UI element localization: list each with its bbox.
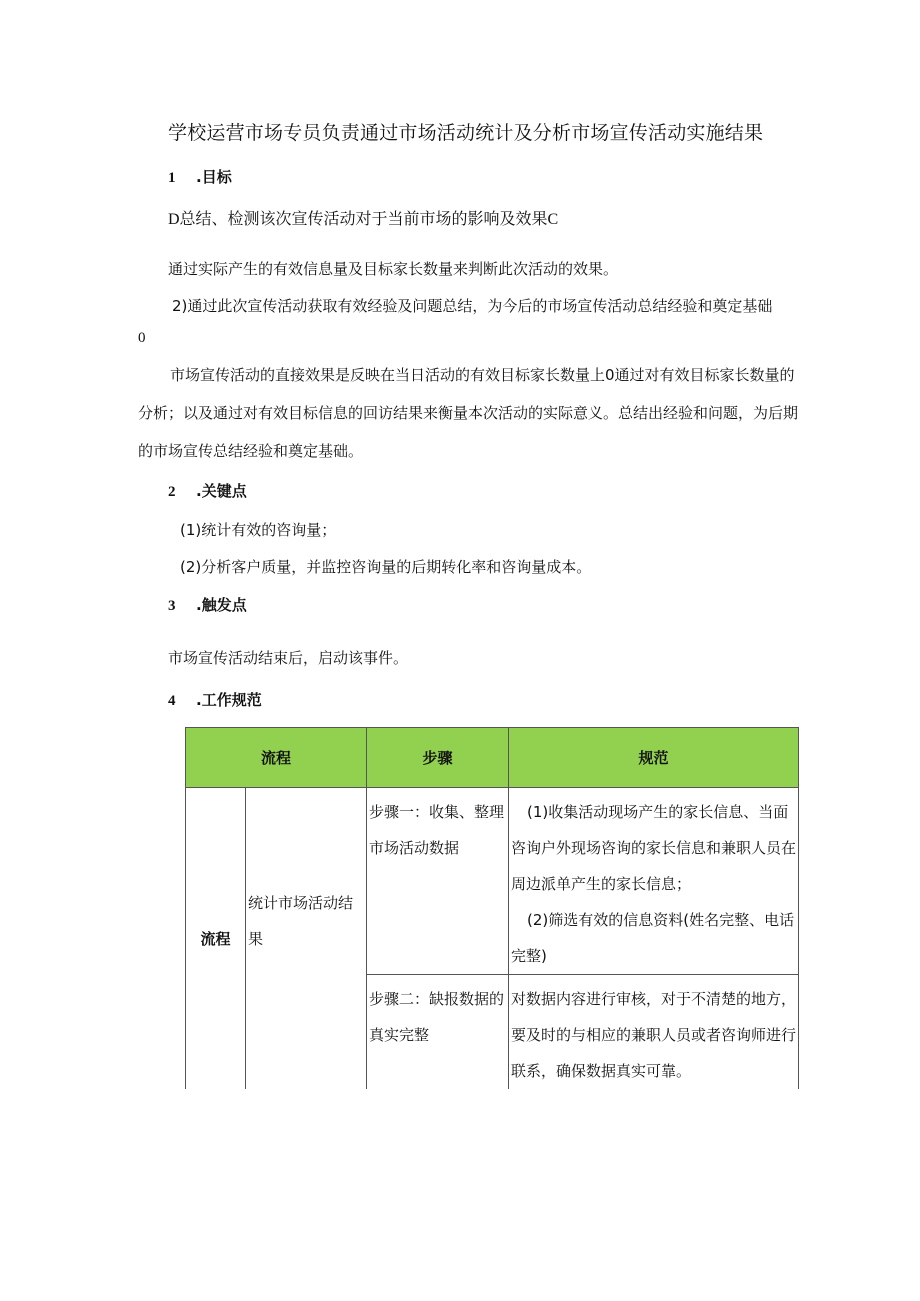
goal-line-3: 2)通过此次宣传活动获取有效经验及问题总结，为今后的市场宣传活动总结经验和奠定基础: [172, 297, 773, 315]
spec-text-1: (1)收集活动现场产生的家长信息、当面咨询户外现场咨询的家长信息和兼职人员在周边派单产生的家长信息；: [511, 803, 797, 893]
keypoint-2: (2)分析客户质量，并监控咨询量的后期转化率和咨询量成本。: [180, 558, 592, 576]
section-label: .关键点: [196, 482, 247, 500]
trigger-text: 市场宣传活动结束后，启动该事件。: [168, 649, 409, 667]
header-flow: 流程: [186, 728, 367, 788]
keypoint-1: (1)统计有效的咨询量；: [180, 521, 337, 539]
step-cell: [367, 975, 509, 1090]
table-header-row: [186, 728, 799, 788]
document-title: 学校运营市场专员负责通过市场活动统计及分析市场宣传活动实施结果: [168, 122, 764, 144]
section-label: .工作规范: [196, 691, 262, 709]
step-label: 步骤二：缺报数据的真实完整: [369, 990, 505, 1044]
section-goal-heading: [168, 166, 232, 187]
section-keypoints-heading: [168, 480, 247, 501]
step-cell: [367, 788, 509, 975]
goal-line-2: 通过实际产生的有效信息量及目标家长数量来判断此次活动的效果。: [168, 260, 619, 278]
section-label: .触发点: [196, 596, 247, 614]
header-step: 步骤: [367, 728, 509, 788]
work-spec-table: [185, 727, 799, 1089]
goal-paragraph-text: 市场宣传活动的直接效果是反映在当日活动的有效目标家长数量上0通过对有效目标家长数量的分析；以及通过对有效目标信息的回访结果来衡量本次活动的实际意义。总结出经验和问题，为后期的市场宣传总结经验和奠定基础。: [138, 366, 799, 460]
flow-sub-label: 统计市场活动结果: [248, 893, 354, 948]
flow-main-cell: [186, 788, 246, 1090]
goal-line-1: D总结、检测该次宣传活动对于当前市场的影响及效果C: [168, 211, 559, 228]
table-row: [186, 788, 799, 975]
section-spec-heading: [168, 689, 262, 710]
header-spec: 规范: [509, 728, 799, 788]
spec-text-2: (2)筛选有效的信息资料(姓名完整、电话完整): [511, 911, 795, 965]
section-number: 3: [168, 598, 176, 614]
section-trigger-heading: [168, 594, 247, 615]
goal-line-4: 0: [138, 330, 146, 346]
spec-text-1: 对数据内容进行审核，对于不清楚的地方，要及时的与相应的兼职人员或者咨询师进行联系，确保数据真实可靠。: [511, 990, 797, 1080]
section-number: 4: [168, 693, 176, 709]
step-label: 步骤一：收集、整理市场活动数据: [369, 803, 505, 857]
goal-paragraph: [138, 356, 798, 470]
flow-main-label: 流程: [200, 930, 231, 948]
section-number: 1: [168, 170, 176, 186]
section-label: .目标: [196, 168, 232, 186]
section-number: 2: [168, 484, 176, 500]
flow-sub-cell: [246, 788, 367, 1090]
spec-cell: [509, 975, 799, 1090]
spec-cell: [509, 788, 799, 975]
